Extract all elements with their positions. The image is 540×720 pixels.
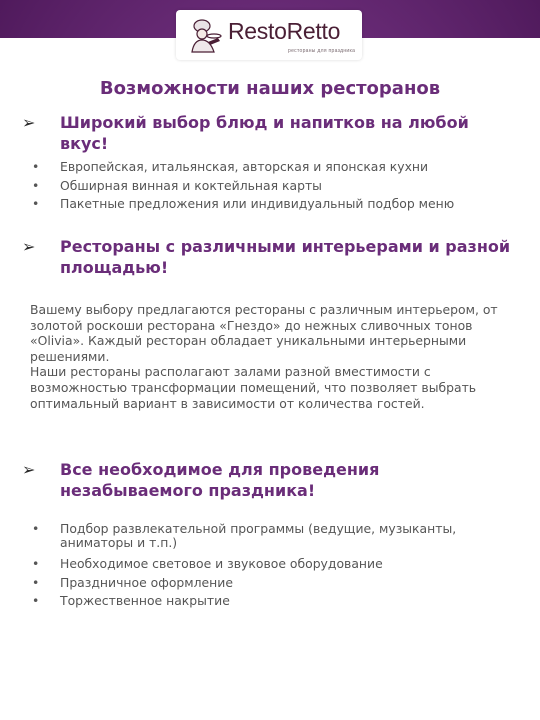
section-1-heading (22, 112, 520, 154)
section-3-heading (22, 459, 520, 501)
list-item: • Подбор развлекательной программы (ведущие, музыканты, аниматоры и т.п.) (32, 521, 457, 550)
list-item: • Праздничное оформление (22, 574, 520, 593)
list-item: • Обширная винная и коктейльная карты (22, 177, 520, 196)
section-1-heading-text: Широкий выбор блюд и напитков на любой вкус! (60, 113, 469, 153)
list-item: • Торжественное накрытие (22, 592, 520, 611)
section-3-list (22, 522, 520, 611)
bullet-icon: • (32, 593, 40, 608)
logo-tagline: рестораны для праздника (288, 48, 356, 54)
bullet-icon: • (32, 521, 40, 536)
bullet-icon: • (32, 556, 40, 571)
bullet-icon: • (32, 159, 40, 174)
arrow-bullet-icon: ➢ (22, 237, 36, 256)
list-item: • Пакетные предложения или индивидуальный подбор меню (22, 195, 520, 214)
page-title: Возможности наших ресторанов (99, 78, 441, 99)
section-3-heading-text: Все необходимое для проведения незабываемого праздника! (60, 460, 380, 500)
section-2-text (30, 302, 520, 411)
list-item: • Европейская, итальянская, авторская и японская кухни (22, 158, 520, 177)
list-item: • Необходимое световое и звуковое оборудование (22, 555, 520, 574)
arrow-bullet-icon: ➢ (22, 113, 36, 132)
section-1-list (22, 158, 520, 214)
section-2-heading-text: Рестораны с различными интерьерами и разной площадью! (60, 237, 511, 277)
paragraph: Наши рестораны располагают залами разной вместимости с возможностью трансформации помещений, что позволяет выбрать оптимальный вариант в зависимости от количества гостей. (30, 364, 477, 411)
arrow-bullet-icon: ➢ (22, 460, 36, 479)
chef-logo-icon (184, 16, 224, 56)
logo (176, 10, 362, 60)
bullet-icon: • (32, 196, 40, 211)
paragraph: Вашему выбору предлагаются рестораны с различным интерьером, от золотой роскоши ресторана «Гнездо» до нежных сливочных тонов «Olivia». Каждый ресторан обладает уникальными интерьерными решениями. (30, 302, 498, 364)
logo-text: RestoRetto (228, 18, 341, 44)
section-2-heading (22, 236, 520, 278)
bullet-icon: • (32, 574, 40, 590)
bullet-icon: • (32, 177, 40, 193)
